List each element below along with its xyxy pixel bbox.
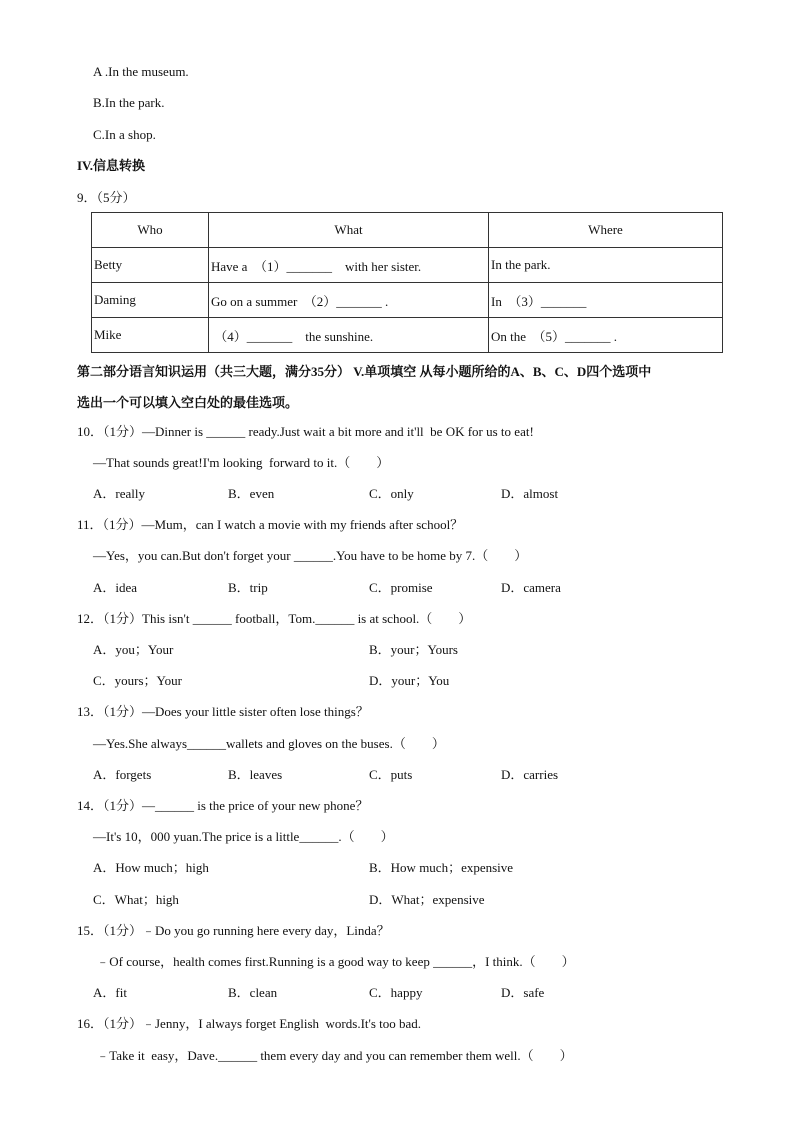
q10-option: B．even <box>228 486 275 501</box>
question-16-line2: ﹣Take it easy，Dave.______ them every day and you can remember them well.（ ） <box>93 1048 573 1063</box>
question-12: 12．（1分）This isn't ______ football，Tom.______ is at school.（ ） <box>77 611 472 626</box>
q13-option: A．forgets <box>93 767 152 782</box>
part2-heading-line2: 选出一个可以填入空白处的最佳选项。 <box>77 395 299 410</box>
table-header: What <box>209 213 489 248</box>
table-cell: On the （5）_______ . <box>489 318 723 353</box>
q14-option: B．How much；expensive <box>369 860 514 875</box>
question-11: 11．（1分）—Mum，can I watch a movie with my friends after school？ <box>77 517 464 532</box>
table-header: Where <box>489 213 723 248</box>
option-b: B.In the park. <box>93 95 165 110</box>
table-header-row <box>92 213 723 248</box>
table-cell: Go on a summer （2）_______ . <box>209 283 489 318</box>
question-13: 13．（1分）—Does your little sister often lose things？ <box>77 704 369 719</box>
q10-option: C．only <box>369 486 414 501</box>
question-14: 14．（1分）—______ is the price of your new phone？ <box>77 798 369 813</box>
question-15: 15．（1分）﹣Do you go running here every day，Linda？ <box>77 923 390 938</box>
q15-option: A．fit <box>93 985 127 1000</box>
table-row <box>92 318 723 353</box>
q10-option: D．almost <box>501 486 559 501</box>
q11-option: A．idea <box>93 580 138 595</box>
question-9-label: 9．（5分） <box>77 190 136 205</box>
table-cell: Mike <box>92 318 209 353</box>
info-table <box>91 212 723 353</box>
table-header: Who <box>92 213 209 248</box>
question-10-line2: —That sounds great!I'm looking forward to it.（ ） <box>93 455 390 470</box>
q13-option: B．leaves <box>228 767 283 782</box>
question-11-line2: —Yes，you can.But don't forget your ______.You have to be home by 7.（ ） <box>93 548 528 563</box>
table-cell: （4）_______ the sunshine. <box>209 318 489 353</box>
part2-heading-line1: 第二部分语言知识运用（共三大题，满分35分） V.单项填空 从每小题所给的A、B、C、D四个选项中 <box>77 364 652 379</box>
q11-option: D．camera <box>501 580 561 595</box>
option-a: A .In the museum. <box>93 64 189 79</box>
q14-option: C．What；high <box>93 892 179 907</box>
q15-option: D．safe <box>501 985 545 1000</box>
q14-option: D．What；expensive <box>369 892 485 907</box>
q13-option: C．puts <box>369 767 413 782</box>
q14-option: A．How much；high <box>93 860 209 875</box>
table-cell: Have a （1）_______ with her sister. <box>209 248 489 283</box>
q12-option: C．yours；Your <box>93 673 182 688</box>
q11-option: C．promise <box>369 580 433 595</box>
q11-option: B．trip <box>228 580 268 595</box>
section-title: IV.信息转换 <box>77 158 146 173</box>
question-14-line2: —It's 10，000 yuan.The price is a little______.（ ） <box>93 829 394 844</box>
q15-option: C．happy <box>369 985 423 1000</box>
q13-option: D．carries <box>501 767 559 782</box>
table-cell: In the park. <box>489 248 723 283</box>
option-c: C.In a shop. <box>93 127 156 142</box>
table-cell: In （3）_______ <box>489 283 723 318</box>
table-row <box>92 248 723 283</box>
table-cell: Betty <box>92 248 209 283</box>
q10-option: A．really <box>93 486 145 501</box>
question-16: 16．（1分）﹣Jenny，I always forget English words.It's too bad. <box>77 1016 422 1031</box>
q15-option: B．clean <box>228 985 278 1000</box>
q12-option: B．your；Yours <box>369 642 458 657</box>
question-15-line2: ﹣Of course，health comes first.Running is a good way to keep ______，I think.（ ） <box>93 954 575 969</box>
q12-option: A．you；Your <box>93 642 174 657</box>
table-cell: Daming <box>92 283 209 318</box>
question-10: 10．（1分）—Dinner is ______ ready.Just wait a bit more and it'll be OK for us to eat! <box>77 424 534 439</box>
table-row <box>92 283 723 318</box>
question-13-line2: —Yes.She always______wallets and gloves on the buses.（ ） <box>93 736 445 751</box>
q12-option: D．your；You <box>369 673 450 688</box>
